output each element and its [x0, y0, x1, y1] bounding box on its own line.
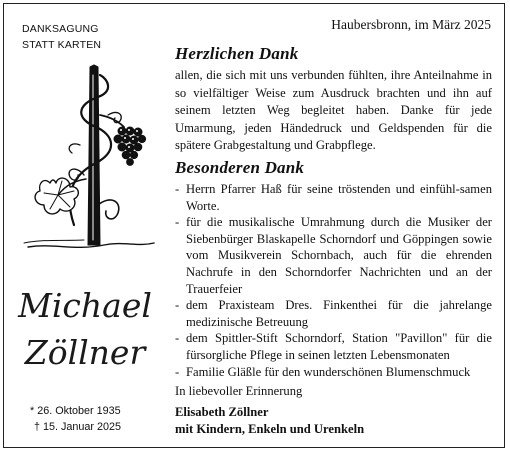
signer-name: Elisabeth Zöllner: [175, 405, 269, 419]
death-date: † 15. Januar 2025: [34, 421, 122, 433]
thanks-paragraph: allen, die sich mit uns verbunden fühlten, ihre Anteilnahme in so vielfältiger Weise zum Ausdruck brachten und ihn auf seinem letzten Weg begleitet haben. Danke für jede Umarmung, jeden Händedruck und Geldspenden für die spätere Grabgestaltung und Grabpflege.: [175, 68, 492, 152]
closing-phrase: In liebevoller Erinnerung: [175, 384, 303, 398]
heading-special-thanks: Besonderen Dank: [175, 158, 305, 177]
signers: [175, 404, 364, 437]
place-date: Haubersbronn, im März 2025: [331, 17, 491, 32]
list-item: - dem Praxisteam Dres. Finkenthei für die jahrelange medizinische Betreuung: [175, 298, 492, 329]
birth-date: * 26. Oktober 1935: [30, 405, 121, 417]
signer-family: mit Kindern, Enkeln und Urenkeln: [175, 421, 365, 436]
notice-type-line2: STATT KARTEN: [22, 39, 102, 51]
special-thanks-list: [175, 181, 492, 380]
list-item: - dem Spittler-Stift Schorndorf, Station "Pavillon" für die fürsorgliche Pflege in seinen letzten Lebensmonaten: [175, 331, 492, 362]
heading-thanks: Herzlichen Dank: [175, 44, 299, 63]
deceased-last-name: Zöllner: [24, 333, 146, 372]
list-item: - Herrn Pfarrer Haß für seine tröstenden und einfühl-samen Worte.: [175, 182, 492, 213]
list-item: - Familie Gläßle für den wunderschönen Blumenschmuck: [175, 364, 471, 379]
life-dates: [30, 403, 121, 435]
list-item: - für die musikalische Umrahmung durch die Musiker der Siebenbürger Blaskapelle Schorndorf und Göppingen sowie vom Musikverein Schornbach, auch für die ehrenden Nachrufe in den Schorndorfer Nachrichten und an der Trauerfeier: [175, 215, 492, 296]
deceased-first-name: Michael: [18, 286, 152, 325]
grapevine-icon: [14, 55, 164, 255]
notice-type-line1: DANKSAGUNG: [22, 23, 99, 35]
notice-type-label: [22, 21, 101, 53]
